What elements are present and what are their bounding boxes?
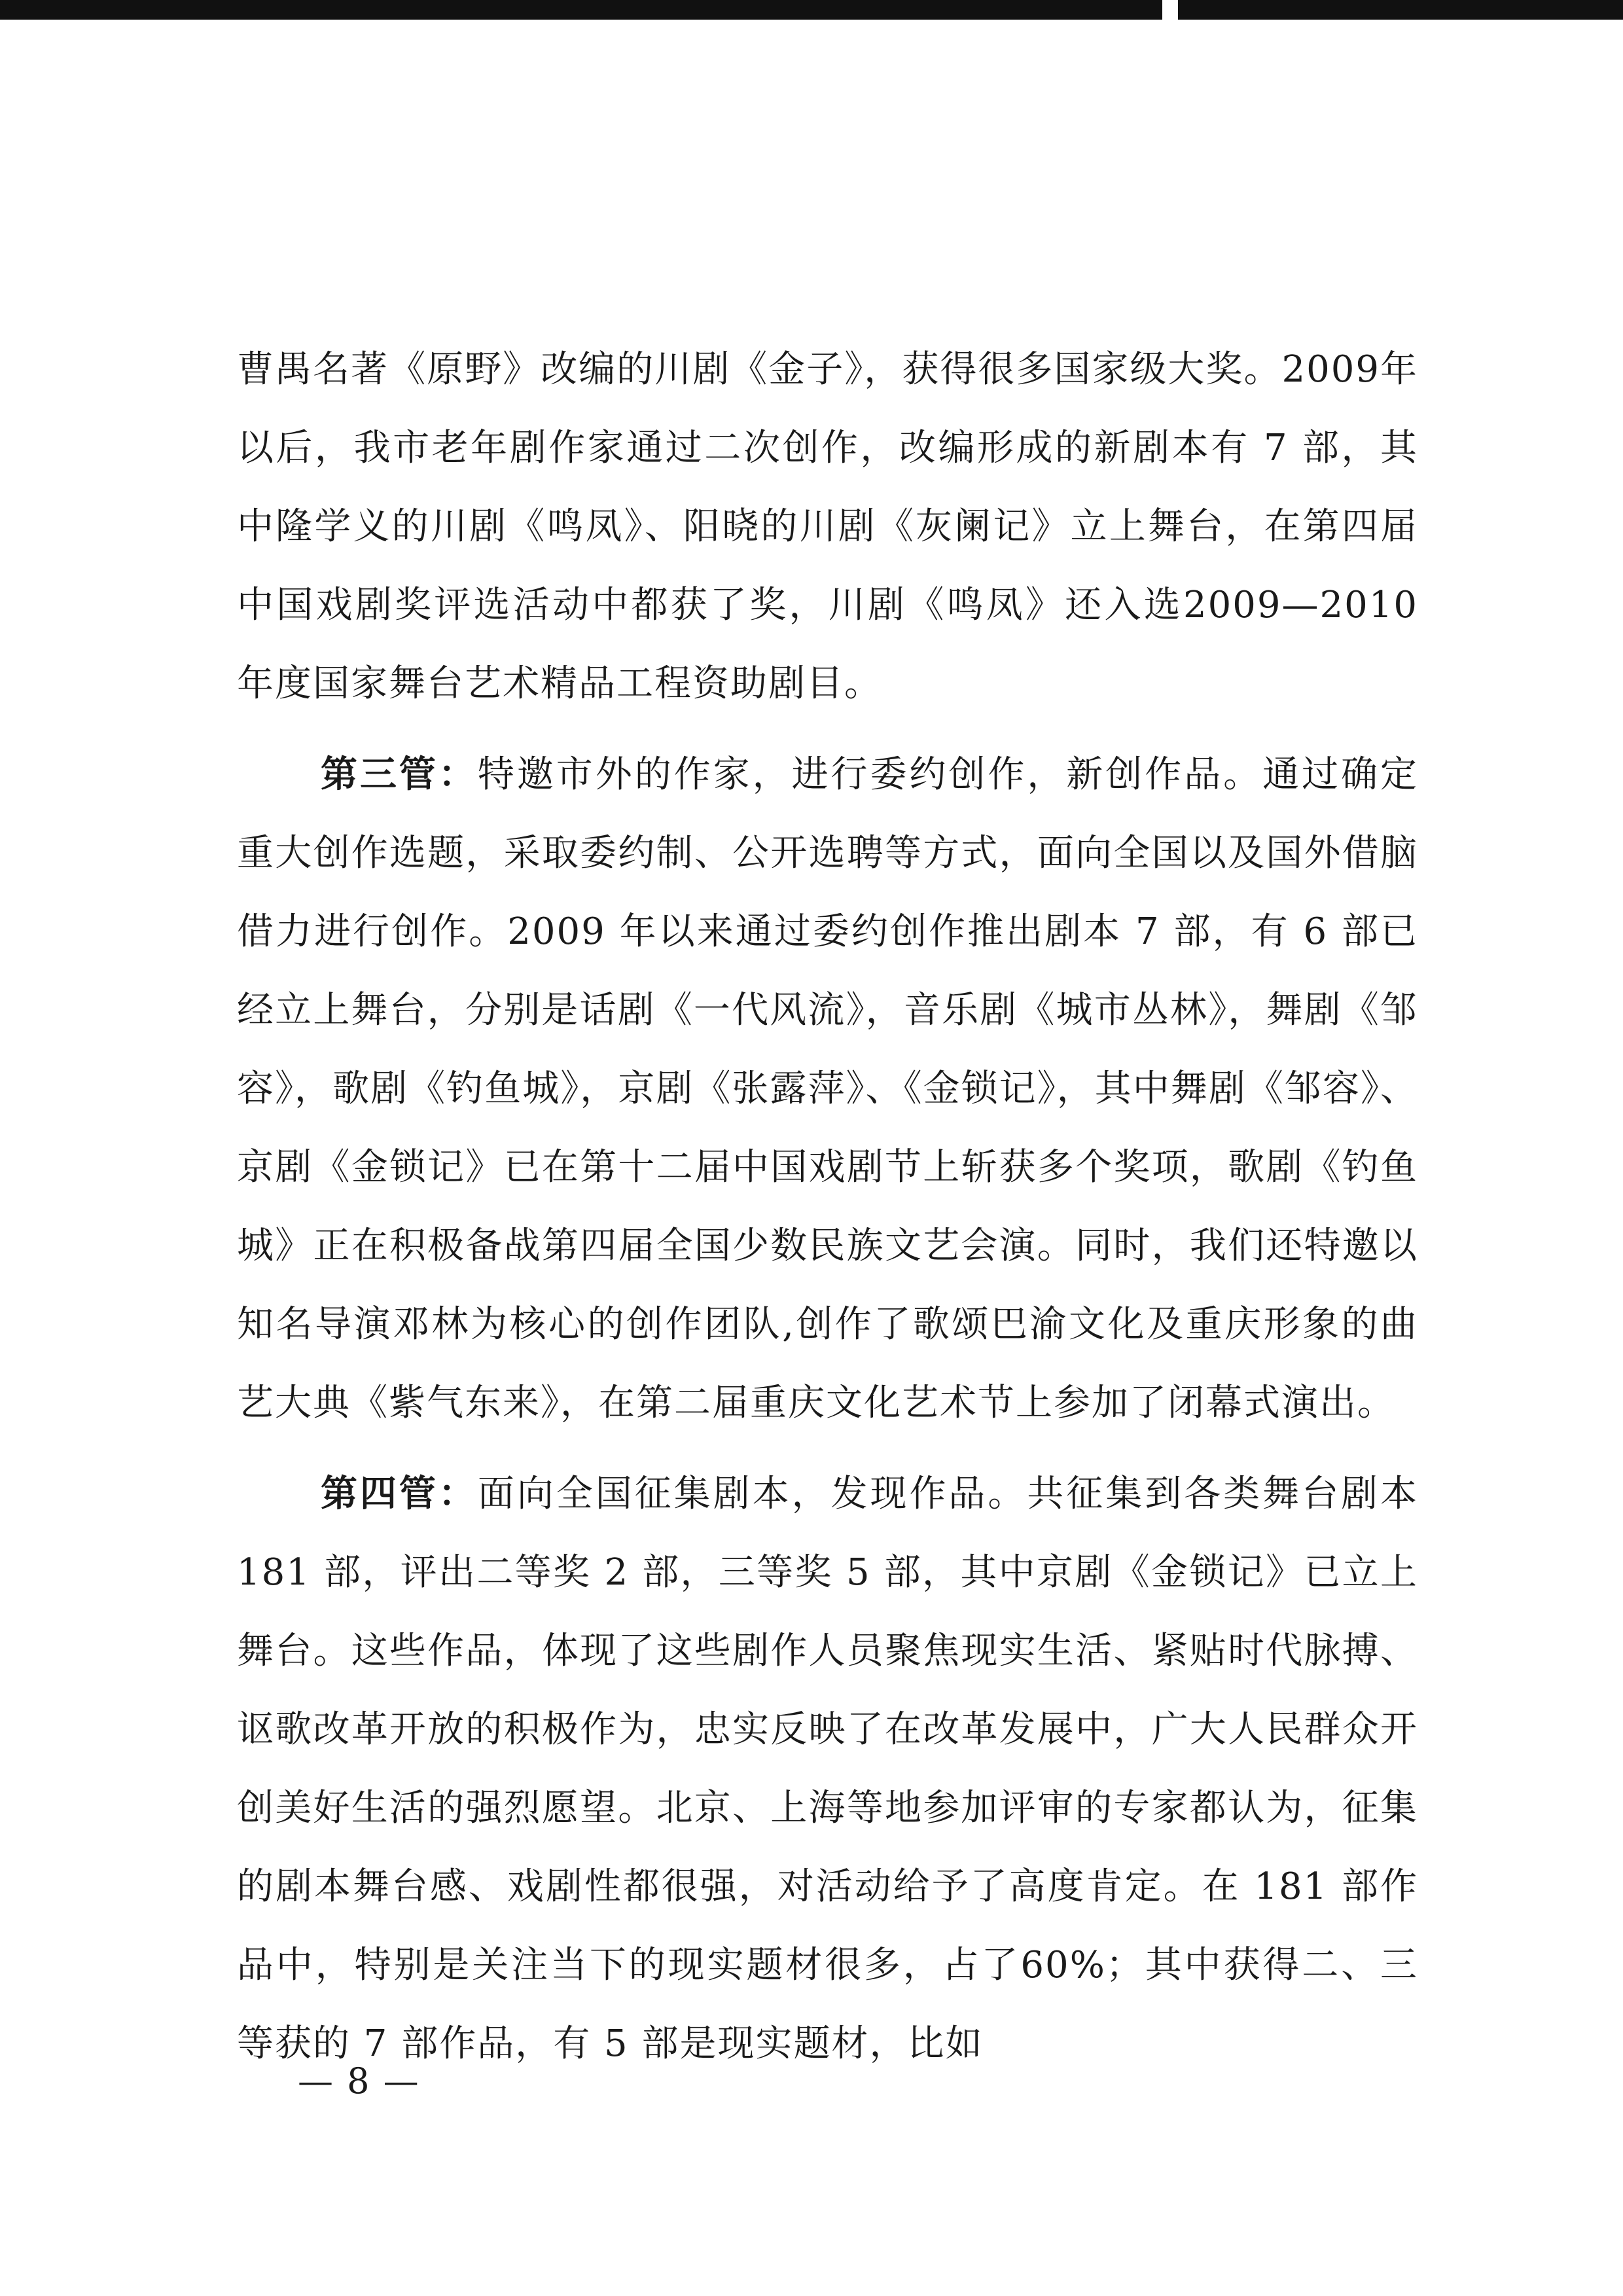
paragraph-fourth-measure [237,1454,1418,2083]
paragraph-lead-heading: 第三管： [321,753,478,796]
paragraph-continued [237,331,1418,723]
paragraph-lead-heading: 第四管： [321,1472,478,1515]
scan-edge-bar [0,0,1162,20]
page-number: — 8 — [298,2060,420,2102]
paragraph-text: 特邀市外的作家，进行委约创作，新创作品。通过确定重大创作选题，采取委约制、公开选聘等方式，面向全国以及国外借脑借力进行创作。2009 年以来通过委约创作推出剧本 7 部，有 6 部已经立上舞台，分别是话剧《一代风流》，音乐剧《城市丛林》，舞剧《邹容》，歌剧《钓鱼城》，京剧《张露萍》、《金锁记》，其中舞剧《邹容》、京剧《金锁记》已在第十二届中国戏剧节上斩获多个奖项，歌剧《钓鱼城》正在积极备战第四届全国少数民族文艺会演。同时，我们还特邀以知名导演邓林为核心的创作团队,创作了歌颂巴渝文化及重庆形象的曲艺大典《紫气东来》，在第二届重庆文化艺术节上参加了闭幕式演出。 [237,753,1419,1424]
scan-edge-bar [1178,0,1623,20]
document-body [237,331,1418,2095]
paragraph-text: 曹禺名著《原野》改编的川剧《金子》，获得很多国家级大奖。2009年以后，我市老年剧作家通过二次创作，改编形成的新剧本有 7 部，其中隆学义的川剧《鸣凤》、阳晓的川剧《灰阑记》立上舞台，在第四届中国戏剧奖评选活动中都获了奖，川剧《鸣凤》还入选2009—2010 年度国家舞台艺术精品工程资助剧目。 [237,348,1418,705]
paragraph-text: 面向全国征集剧本，发现作品。共征集到各类舞台剧本 181 部，评出二等奖 2 部，三等奖 5 部，其中京剧《金锁记》已立上舞台。这些作品，体现了这些剧作人员聚焦现实生活、紧贴时代脉搏、讴歌改革开放的积极作为，忠实反映了在改革发展中，广大人民群众开创美好生活的强烈愿望。北京、上海等地参加评审的专家都认为，征集的剧本舞台感、戏剧性都很强，对活动给予了高度肯定。在 181 部作品中，特别是关注当下的现实题材很多，占了60%；其中获得二、三等获的 7 部作品，有 5 部是现实题材，比如 [237,1473,1419,2065]
paragraph-third-measure [237,735,1418,1443]
